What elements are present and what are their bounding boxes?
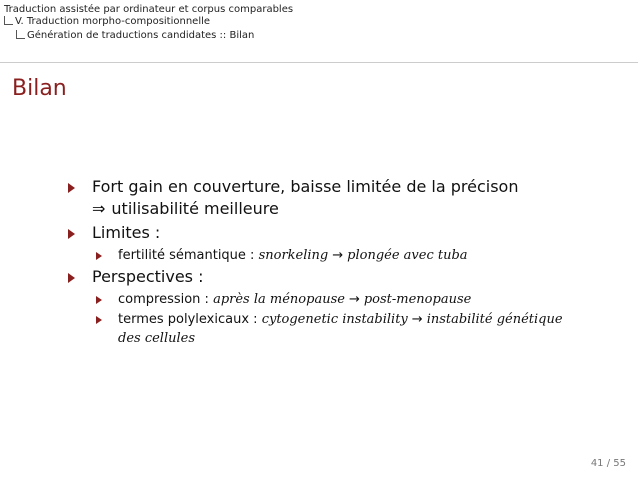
triangle-bullet-icon (68, 183, 75, 193)
breadcrumb (4, 4, 293, 44)
triangle-bullet-icon (68, 273, 75, 283)
slide-content (68, 176, 588, 349)
breadcrumb-level-1: Traduction assistée par ordinateur et corpus comparables (4, 4, 294, 15)
sub-bullet-item (96, 290, 588, 309)
source-term: après la ménopause (213, 292, 345, 307)
tree-branch-icon (4, 16, 13, 25)
bullet-text: Perspectives : (92, 267, 204, 286)
bullet-item-coverage (68, 176, 588, 220)
page-number: 41 / 55 (590, 458, 626, 469)
source-term: snorkeling (258, 248, 329, 263)
header-divider (0, 62, 638, 63)
source-term: cytogenetic instability (261, 312, 408, 327)
bullet-continuation (92, 198, 588, 220)
triangle-bullet-icon (68, 229, 75, 239)
target-term: instabilité génétique des cellules (118, 312, 563, 346)
triangle-bullet-icon (96, 316, 102, 324)
sub-bullet-label: compression : (118, 292, 209, 307)
sub-bullet-item (96, 310, 588, 348)
implies-symbol: ⇒ (92, 199, 106, 218)
slide-title: Bilan (12, 76, 67, 101)
sub-list-limits (96, 246, 588, 265)
target-term: plongée avec tuba (347, 248, 468, 263)
arrow-icon: → (348, 292, 360, 307)
breadcrumb-level-2-label: V. Traduction morpho-compositionnelle (15, 16, 211, 27)
breadcrumb-level-3 (4, 30, 293, 44)
bullet-item-limits (68, 222, 588, 244)
sub-bullet-label: termes polylexicaux : (118, 312, 258, 327)
bullet-item-perspectives (68, 266, 588, 288)
sub-list-perspectives (96, 290, 588, 348)
bullet-text: Fort gain en couverture, baisse limitée de la précison (92, 177, 519, 196)
sub-bullet-item (96, 246, 588, 265)
breadcrumb-level-3-label: Génération de traductions candidates :: Bilan (27, 30, 255, 41)
bullet-text: Limites : (92, 223, 161, 242)
tree-branch-icon (16, 30, 25, 39)
bullet-continuation-text: utilisabilité meilleure (111, 199, 279, 218)
arrow-icon: → (332, 248, 344, 263)
triangle-bullet-icon (96, 252, 102, 260)
triangle-bullet-icon (96, 296, 102, 304)
target-term: post-menopause (363, 292, 472, 307)
arrow-icon: → (411, 312, 423, 327)
sub-bullet-label: fertilité sémantique : (118, 248, 255, 263)
breadcrumb-level-2 (4, 16, 293, 30)
